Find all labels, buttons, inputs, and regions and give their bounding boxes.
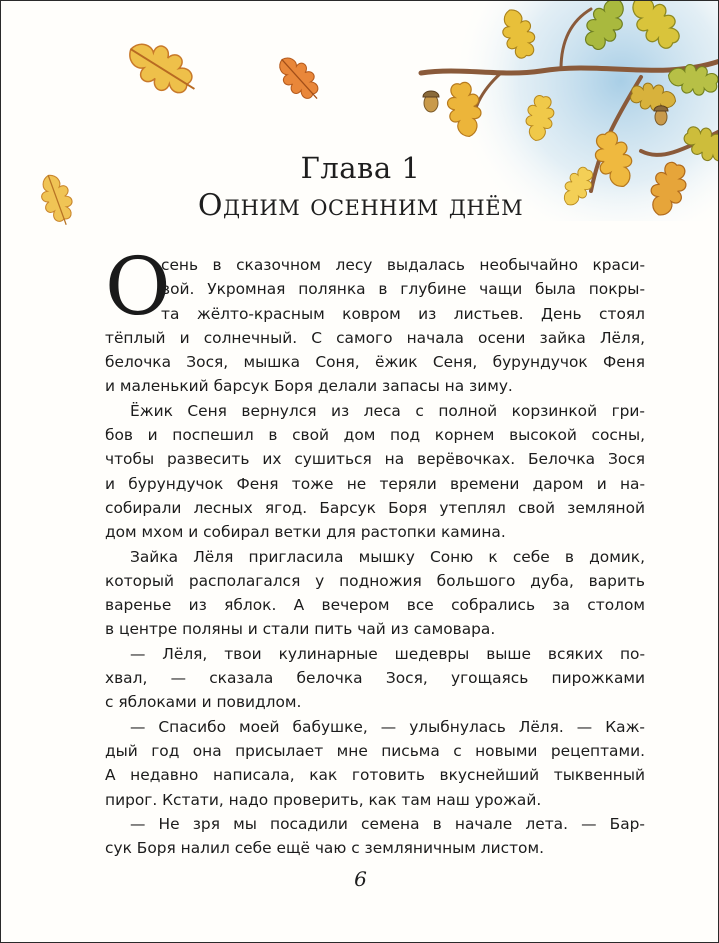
text-line: вой. Укромная полянка в глубине чащи была покры- — [161, 280, 645, 299]
text-line: сук Боря налил себе ещё чаю с земляничным листом. — [105, 839, 544, 858]
text-line: А недавно написала, как готовить вкуснейший тыквенный — [105, 766, 645, 785]
text-line: бов и поспешил в свой дом под корнем высокой сосны, — [105, 426, 645, 445]
text-line: который располагался у подножия большого дуба, варить — [105, 571, 645, 590]
text-line: сень в сказочном лесу выдалась необычайно краси- — [161, 256, 645, 274]
text-line: чтобы развесить их сушиться на верёвочках. Белочка Зося — [105, 450, 645, 469]
text-line: та жёлто-красным ковром из листьев. День стоял — [161, 304, 645, 323]
text-line: и бурундучок Феня тоже не теряли времени даром и на- — [105, 474, 645, 493]
drop-cap: О — [105, 240, 171, 333]
text-line: дом мхом и собирал ветки для растопки камина. — [105, 523, 506, 542]
acorn-icon — [654, 106, 668, 125]
text-line: тёплый и солнечный. С самого начала осени зайка Лёля, — [105, 328, 645, 347]
text-line: — Спасибо моей бабушке, — улыбнулась Лёля. — Каж- — [130, 717, 645, 736]
falling-oak-leaf-icon — [272, 50, 328, 107]
page-number: 6 — [354, 867, 367, 891]
acorn-icon — [423, 91, 439, 112]
text-line: дый год она присылает мне письма с новыми рецептами. — [105, 741, 645, 760]
text-line: хвал, — сказала белочка Зося, угощаясь пирожками — [105, 669, 645, 688]
text-line: — Лёля, твои кулинарные шедевры выше всяких по- — [130, 644, 645, 663]
chapter-label: Глава 1 — [300, 151, 421, 185]
text-line: с яблоками и повидлом. — [105, 693, 302, 712]
text-line: Зайка Лёля пригласила мышку Соню к себе в домик, — [130, 547, 645, 566]
text-line: — Не зря мы посадили семена в начале лета. — Бар- — [130, 814, 645, 833]
chapter-body — [105, 253, 645, 860]
text-line: собирали лесных ягод. Барсук Боря утеплял свой земляной — [105, 498, 645, 517]
chapter-title: Одним осенним днём — [197, 188, 524, 223]
text-line: варенье из яблок. А вечером все собрались за столом — [105, 596, 645, 615]
text-line: белочка Зося, мышка Соня, ёжик Сеня, бурундучок Феня — [105, 353, 645, 372]
text-line: в центре поляны и стали пить чай из самовара. — [105, 620, 496, 639]
text-line: пирог. Кстати, надо проверить, как там наш урожай. — [105, 790, 542, 809]
text-line: Ёжик Сеня вернулся из леса с полной корзинкой гри- — [130, 401, 645, 420]
falling-oak-leaf-icon — [120, 32, 204, 105]
text-line: и маленький барсук Боря делали запасы на зиму. — [105, 377, 513, 396]
